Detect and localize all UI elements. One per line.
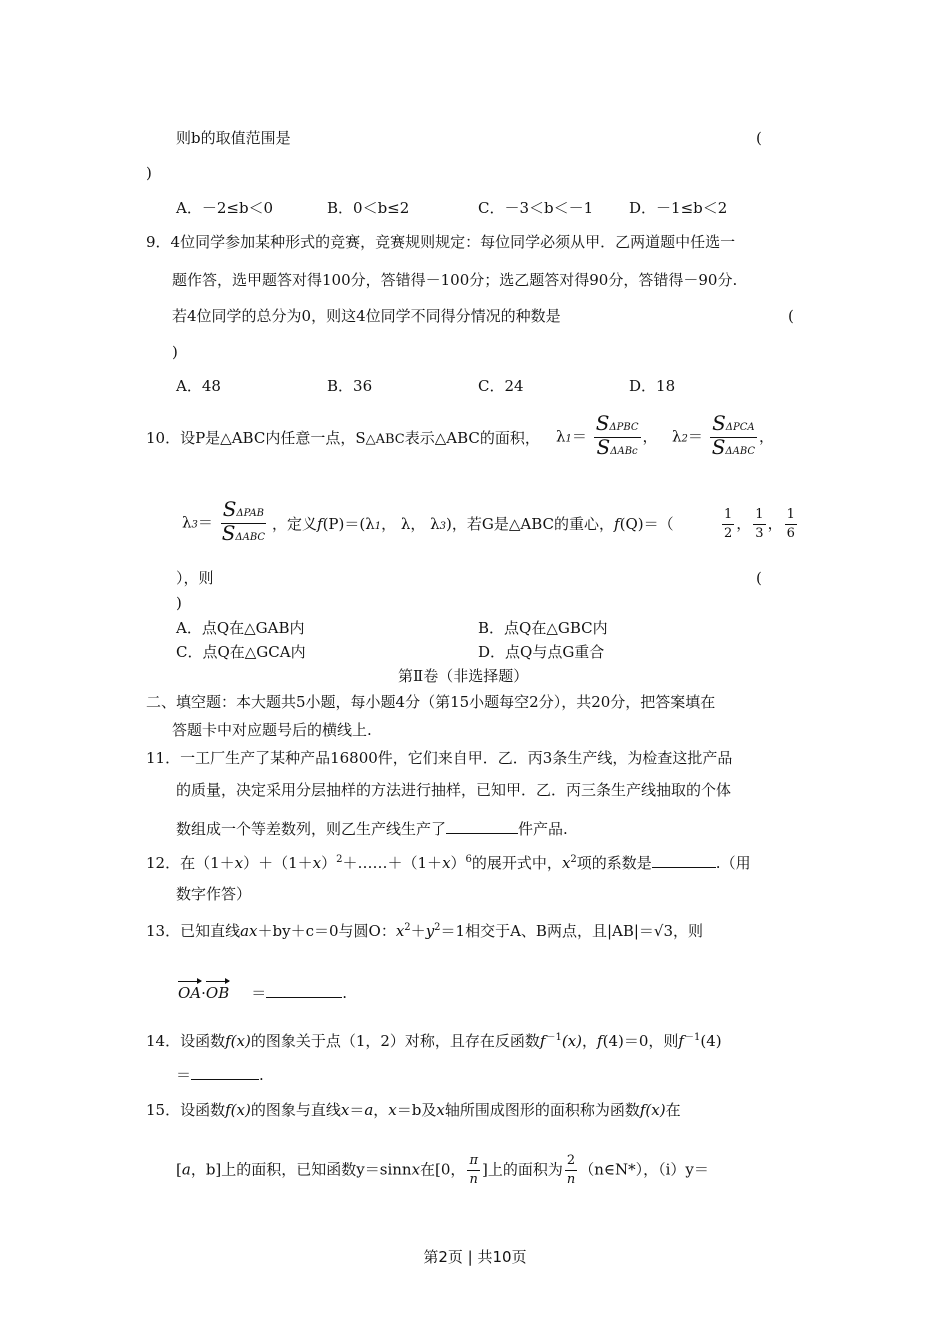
q9-option-d: D．18 [629, 377, 676, 395]
sqrt3: √3 [653, 922, 674, 940]
q9-line2: 题作答，选甲题答对得100分，答错得－100分；选乙题答对得90分，答错得－90分. [172, 271, 738, 289]
q11-line1: 11．一工厂生产了某种产品16800件，它们来自甲．乙．丙3条生产线，为检查这批产品 [146, 749, 733, 767]
lambda1-formula: λ1＝ $\frac{\text{SΔPBC}}{\text{SΔABc}}$ ， [556, 411, 658, 459]
q10-lead: 10．设P是△ABC内任意一点，S△ABC表示△ABC的面积， [146, 429, 540, 447]
q9-paren-close: ) [172, 343, 178, 361]
q14-line2: ＝ . [176, 1066, 264, 1084]
fq-values: $\frac{1}{2}$ ， $\frac{1}{3}$ ， $\frac{1}{6}$ [724, 507, 795, 541]
q9-option-a: A．48 [176, 377, 221, 395]
q8-option-a: A．－2≤b＜0 [176, 199, 274, 217]
q12-answer-blank[interactable] [652, 852, 716, 868]
one-half-fraction: $\frac{1}{2}$ [724, 507, 733, 541]
q11-line3: 数组成一个等差数列，则乙生产线生产了 件产品. [176, 820, 568, 838]
q10-option-d: D．点Q与点G重合 [478, 643, 605, 661]
q14-line1: 14．设函数f(x)的图象关于点（1，2）对称，且存在反函数$f^{-1}(x)$，f(4)＝0，则$f^{-1}(4)$ [146, 1032, 722, 1050]
q10-paren-open: ( [756, 569, 762, 587]
lambda1-fraction: $\frac{\text{SΔPBC}}{\text{SΔABc}}$ [595, 411, 639, 459]
q10-paren-close: ) [176, 594, 182, 612]
q8-paren-open: ( [756, 129, 762, 147]
fill-intro-line1: 二、填空题：本大题共5小题，每小题4分（第15小题每空2分），共20分，把答案填在 [146, 693, 716, 711]
two-over-n-fraction: $\frac{2}{n}$ [566, 1153, 576, 1187]
lambda3-fraction: $\frac{\text{SΔPAB}}{\text{SΔABC}}$ [221, 497, 266, 545]
q9-line1: 9．4位同学参加某种形式的竞赛，竞赛规则规定：每位同学必须从甲．乙两道题中任选一 [146, 233, 736, 251]
lambda3-formula: λ3＝ $\frac{\text{SΔPAB}}{\text{SΔABC}}$ [182, 497, 266, 545]
section2-title: 第Ⅱ卷（非选择题） [398, 667, 529, 685]
q9-option-b: B．36 [327, 377, 373, 395]
q13-line1: 13．已知直线ax＋by＋c＝0与圆O：$x^2+y^2=1$相交于A、B两点，且|AB|＝√3，则 [146, 922, 704, 940]
q8-option-d: D．－1≤b＜2 [629, 199, 728, 217]
q10-definition: ，定义f(P)＝(λ1， λ， λ3)，若G是△ABC的重心，f(Q)＝（ [272, 515, 674, 533]
q12-line1: 12．在$(1+x)+(1+x)^2+\dots\dots+(1+x)^6$的展开式中，$x^2$项的系数是 .（用 [146, 854, 751, 872]
q11-answer-blank[interactable] [446, 818, 518, 834]
q9-paren-open: ( [788, 307, 794, 325]
lambda2-fraction: $\frac{\text{SΔPCA}}{\text{SΔABC}}$ [711, 411, 756, 459]
q13-answer-blank[interactable] [266, 982, 342, 998]
page-footer: 第2页 | 共10页 [423, 1248, 527, 1266]
q11-line2: 的质量，决定采用分层抽样的方法进行抽样，已知甲．乙．丙三条生产线抽取的个体 [176, 781, 732, 799]
one-third-fraction: $\frac{1}{3}$ [755, 507, 764, 541]
q9-line3: 若4位同学的总分为0，则这4位同学不同得分情况的种数是 [172, 307, 561, 325]
q12-line2: 数字作答） [176, 885, 252, 903]
q15-line2: [a，b]上的面积，已知函数y＝sinnx在[0， $\frac{\pi}{n}$ ]上的面积为 $\frac{2}{n}$ （n∈N*），（i）y＝ [176, 1153, 709, 1187]
q10-option-c: C．点Q在△GCA内 [176, 643, 306, 661]
vector-ob: OB [205, 984, 230, 1002]
q8-stem: 则b的取值范围是 [176, 129, 291, 147]
fill-intro-line2: 答题卡中对应题号后的横线上. [172, 721, 372, 739]
q10-option-a: A．点Q在△GAB内 [176, 619, 305, 637]
q15-line1: 15．设函数f(x)的图象与直线x＝a，x＝b及x轴所围成图形的面积称为函数f(x)在 [146, 1101, 681, 1119]
q8-option-c: C．－3＜b＜－1 [478, 199, 594, 217]
q10-end: ），则 [176, 569, 214, 587]
pi-over-n-fraction: $\frac{\pi}{n}$ [469, 1153, 478, 1187]
q8-option-b: B．0＜b≤2 [327, 199, 410, 217]
q10-option-b: B．点Q在△GBC内 [478, 619, 608, 637]
lambda2-formula: λ2＝ $\frac{\text{SΔPCA}}{\text{SΔABC}}$ ， [672, 411, 775, 459]
q9-option-c: C．24 [478, 377, 524, 395]
q13-line2: OA·OB ＝ . [178, 984, 348, 1002]
one-sixth-fraction: $\frac{1}{6}$ [786, 507, 795, 541]
q14-answer-blank[interactable] [191, 1064, 259, 1080]
q8-paren-close: ) [146, 164, 152, 182]
vector-oa: OA [178, 984, 202, 1002]
